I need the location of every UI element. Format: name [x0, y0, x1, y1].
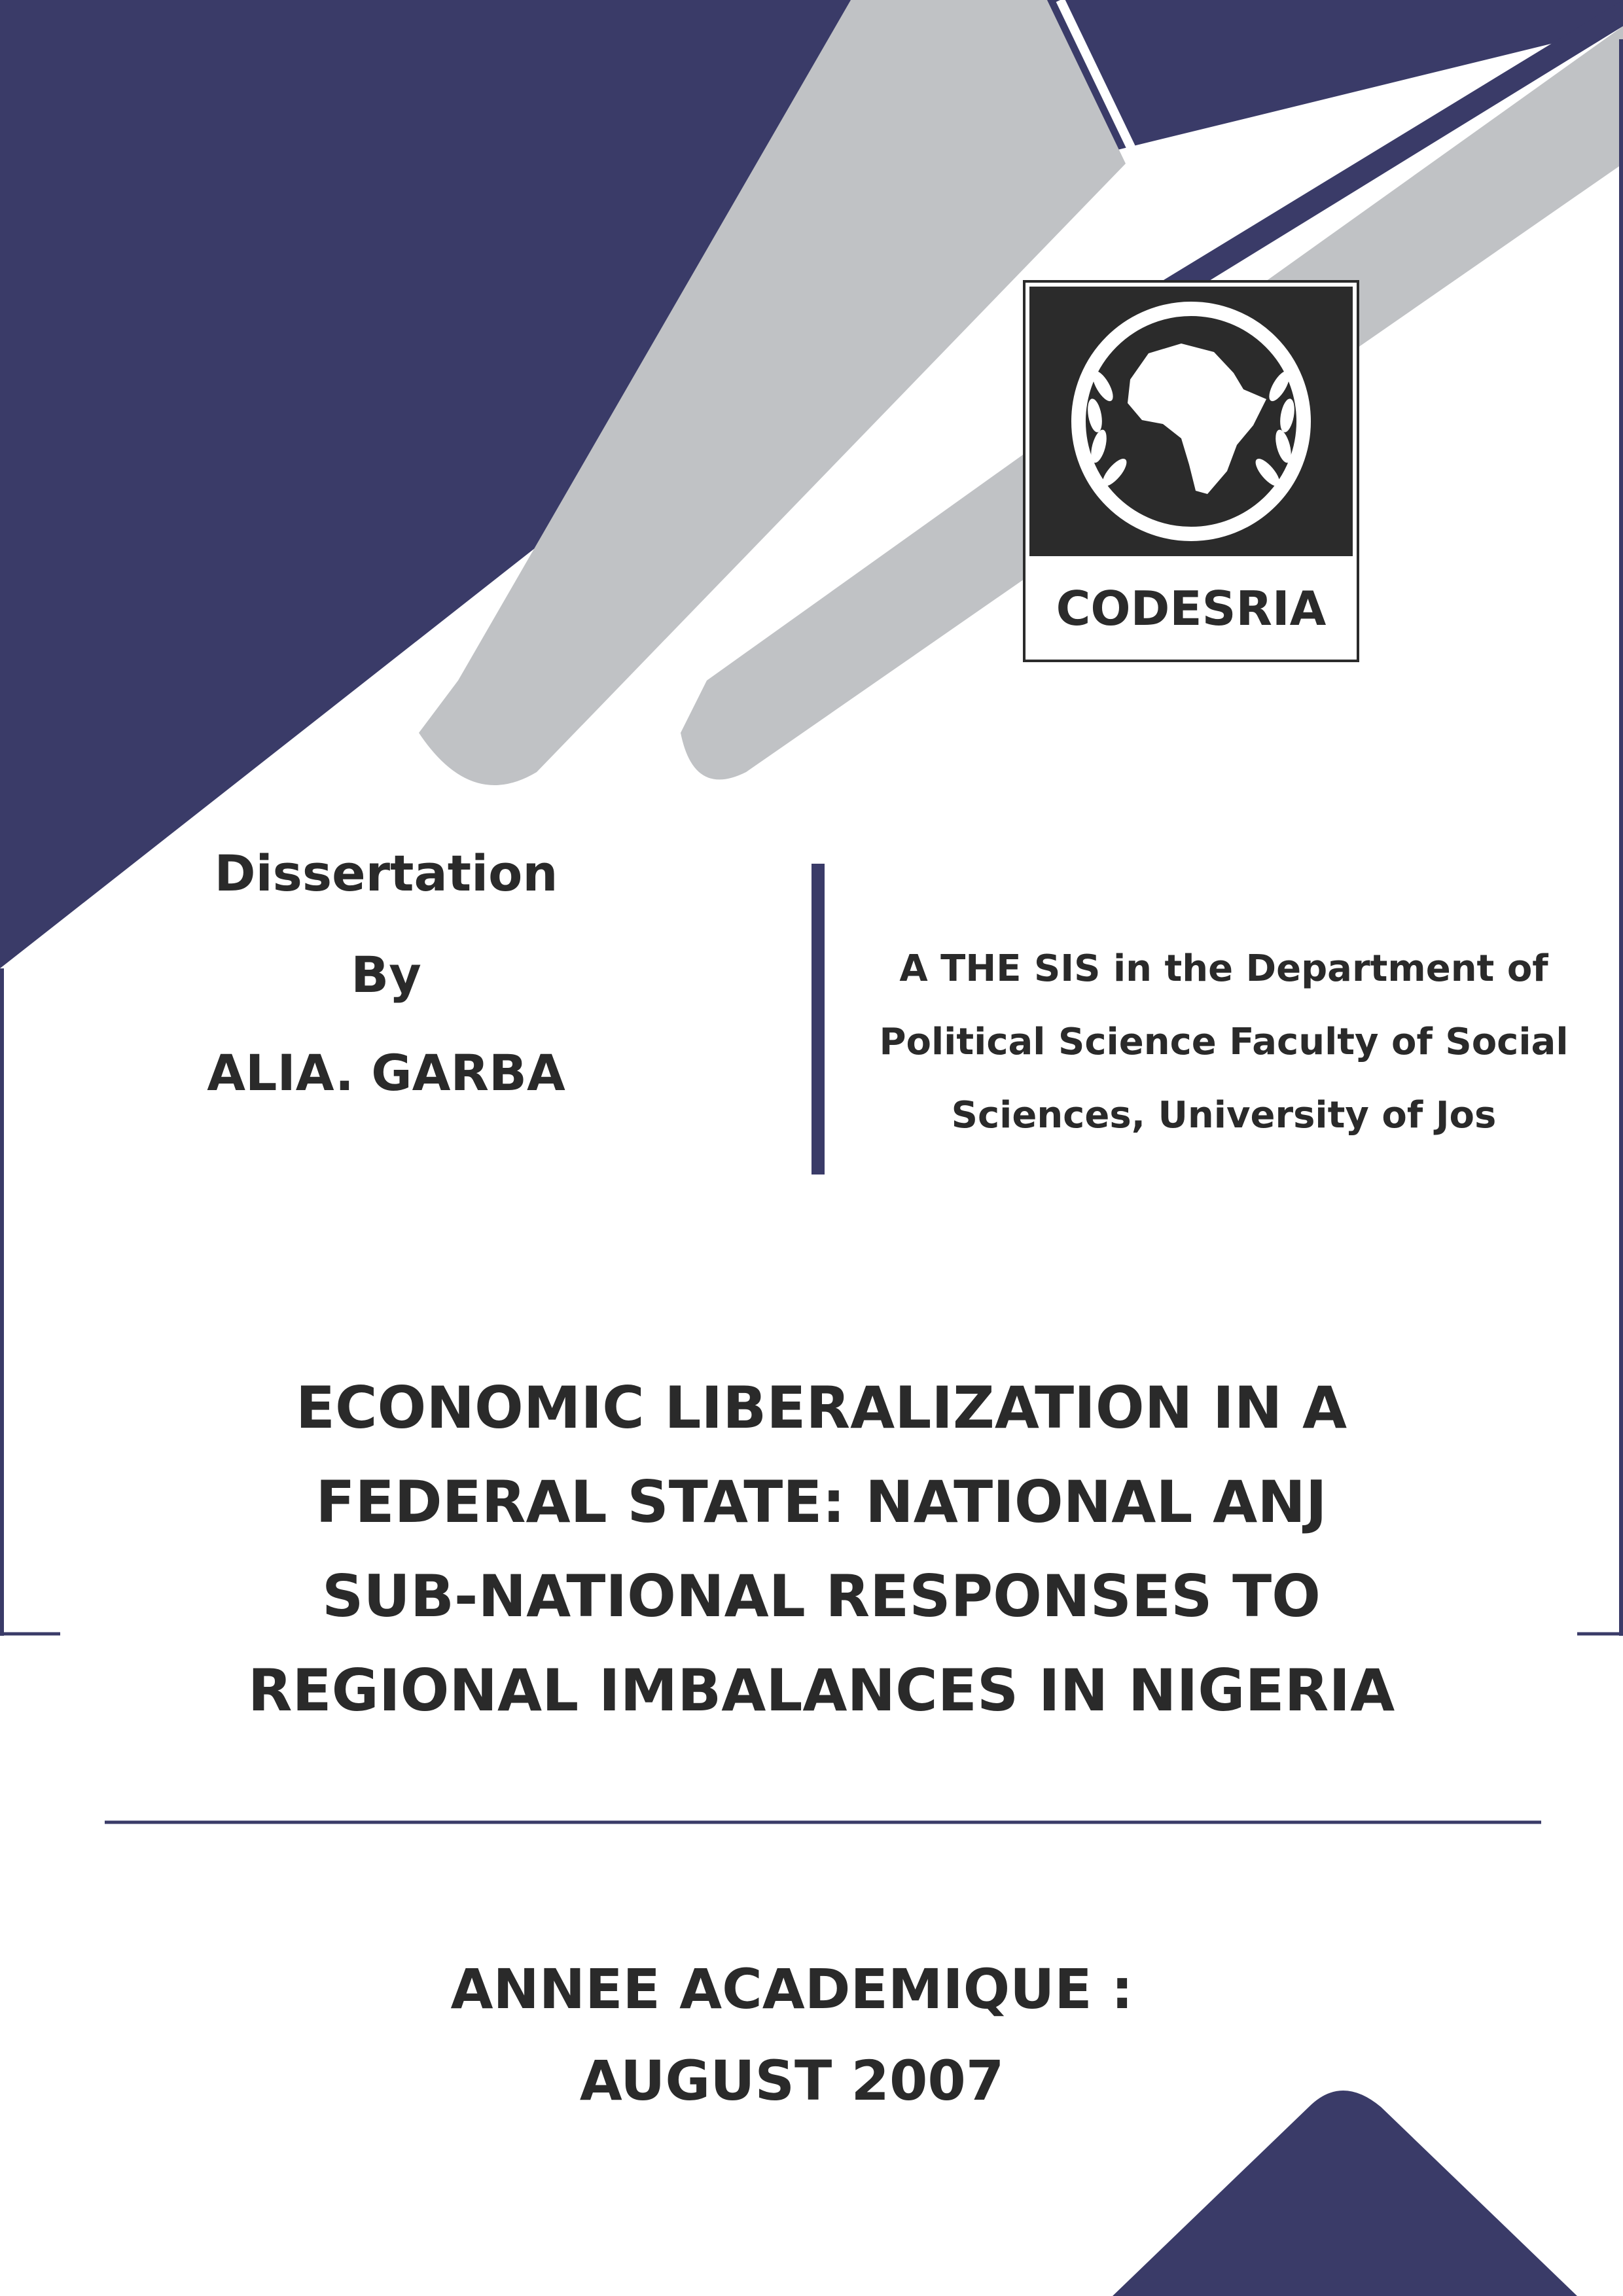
codesria-logo: [1018, 275, 1364, 667]
thesis-description-line: Political Science Faculty of Social: [879, 1021, 1569, 1063]
author-name: ALIA. GARBA: [207, 1044, 565, 1102]
document-title: [79, 1361, 1564, 1738]
academic-year-label: ANNEE ACADEMIQUE :: [450, 1957, 1133, 2021]
title-line: SUB-NATIONAL RESPONSES TO: [322, 1563, 1321, 1630]
column-divider: [812, 864, 825, 1174]
academic-year: [131, 1943, 1453, 2127]
title-line: FEDERAL STATE: NATIONAL ANJ: [315, 1468, 1327, 1536]
academic-year-date: AUGUST 2007: [579, 2049, 1005, 2113]
by-label: By: [351, 945, 421, 1004]
document-type-label: Dissertation: [214, 844, 558, 902]
thesis-description-line: A THE SIS in the Department of: [899, 947, 1548, 990]
logo-text: CODESRIA: [1056, 581, 1327, 636]
title-line: REGIONAL IMBALANCES IN NIGERIA: [247, 1657, 1395, 1724]
title-line: ECONOMIC LIBERALIZATION IN A: [295, 1374, 1347, 1441]
thesis-description: [825, 932, 1623, 1152]
thesis-description-line: Sciences, University of Jos: [951, 1094, 1497, 1137]
